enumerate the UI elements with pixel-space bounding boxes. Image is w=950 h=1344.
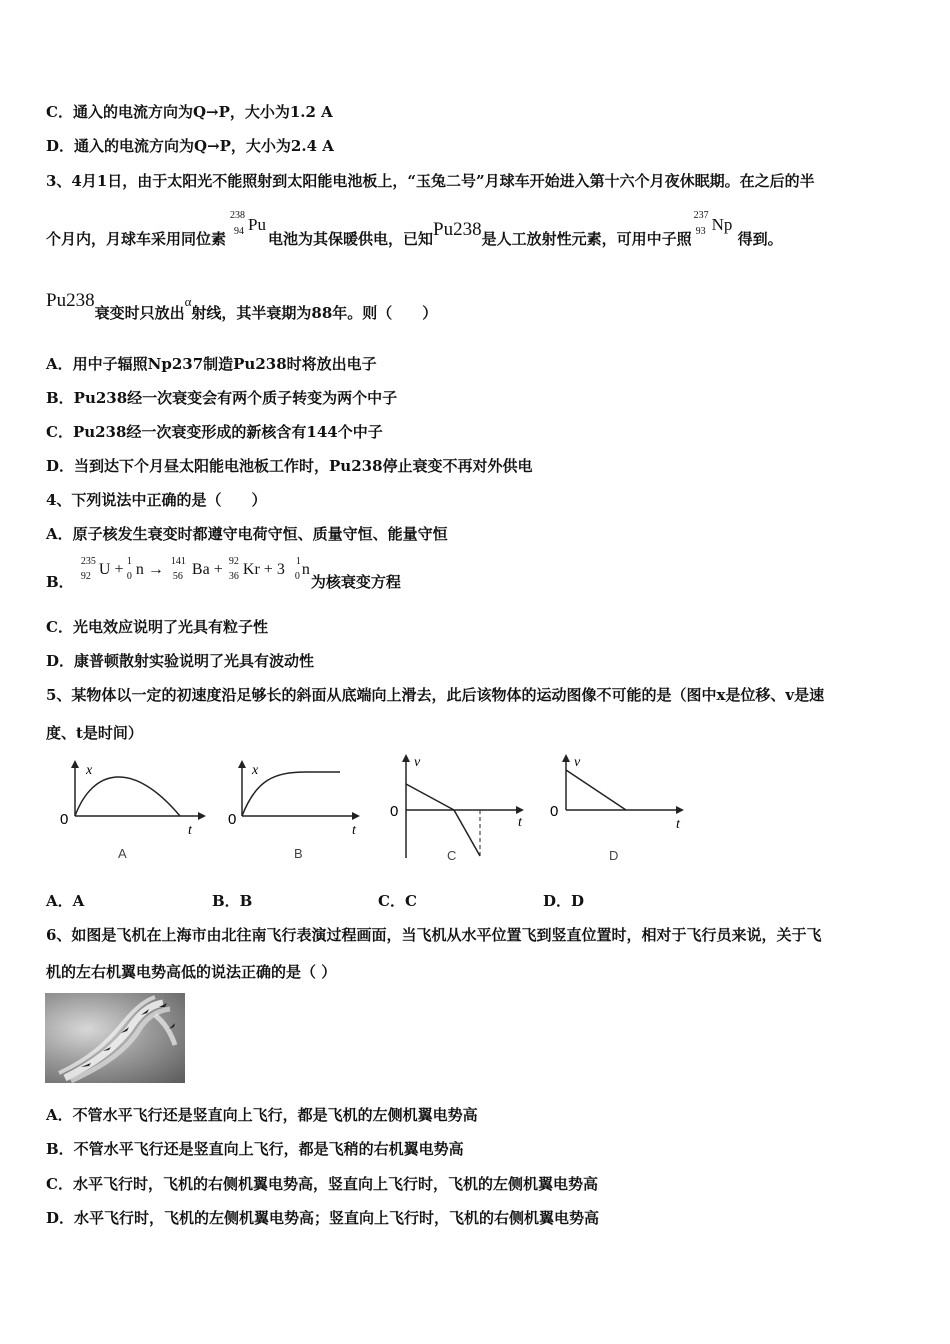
q3-text-e: 衰变时只放出 [94, 304, 185, 322]
graph-b-xlabel: t [352, 823, 356, 838]
graph-b-ylabel: x [252, 763, 259, 778]
u-mass: 235 [80, 556, 96, 567]
graph-d-caption: D [609, 848, 619, 863]
q6-stem-line2: 机的左右机翼电势高低的说法正确的是（ ） [46, 963, 337, 981]
graph-a-origin: 0 [60, 811, 69, 828]
n2-symbol: n [301, 561, 310, 578]
np-symbol: Np [711, 215, 733, 234]
graph-c-ylabel: v [414, 755, 421, 770]
graph-a-curve [75, 777, 180, 816]
graph-c-xlabel: t [518, 815, 522, 830]
alpha-symbol: α [184, 294, 192, 309]
q6-stem-line1: 6、如图是飞机在上海市由北往南飞行表演过程画面，当飞机从水平位置飞到竖直位置时，相对于飞行员来说，关于飞 [46, 926, 822, 944]
q4-option-b [46, 556, 401, 596]
pu-symbol: Pu [248, 215, 266, 234]
graph-a [58, 758, 208, 866]
pu238-inline: Pu238 [433, 219, 482, 240]
q6-option-b: B．不管水平飞行还是竖直向上飞行，都是飞稍的右机翼电势高 [46, 1140, 464, 1158]
q4-stem: 4、下列说法中正确的是（ ） [46, 491, 267, 509]
q4-option-b-text: 为核衰变方程 [310, 573, 401, 591]
airshow-smoke-trails [45, 993, 185, 1083]
graph-c-origin: 0 [390, 803, 399, 820]
n2-atomic: 0 [294, 571, 300, 582]
q5-option-c: C．C [378, 892, 417, 910]
q4-option-d: D．康普顿散射实验说明了光具有波动性 [46, 652, 315, 670]
graph-c-v-arrow [402, 754, 410, 762]
q3-text-d: 得到。 [737, 230, 783, 248]
q3-option-a: A．用中子辐照Np237制造Pu238时将放出电子 [46, 355, 377, 373]
graph-b-origin: 0 [228, 811, 237, 828]
q5-option-b: B．B [212, 892, 253, 910]
np-mass-number: 237 [693, 210, 709, 221]
graph-d-t-arrow [676, 806, 684, 814]
n-symbol: n → [135, 561, 164, 578]
ba-atomic: 56 [172, 571, 183, 582]
graph-b-caption: B [294, 846, 303, 861]
graph-a-ylabel: x [86, 763, 93, 778]
graph-a-caption: A [118, 846, 127, 861]
n2-mass: 1 [295, 556, 301, 567]
graph-c-caption: C [447, 848, 457, 863]
graph-c-line-down [454, 810, 480, 856]
np-atomic-number: 93 [695, 226, 706, 237]
q5-stem-line1: 5、某物体以一定的初速度沿足够长的斜面从底端向上滑去，此后该物体的运动图像不可能的是（图中x是位移、v是速 [46, 686, 825, 704]
q3-option-c: C．Pu238经一次衰变形成的新核含有144个中子 [46, 423, 383, 441]
graph-b-curve [242, 772, 340, 816]
u-symbol: U + [98, 561, 124, 578]
q3-text-f: 射线，其半衰期为88年。则（ ） [191, 304, 438, 322]
graph-d-line [566, 770, 626, 810]
n-atomic: 0 [126, 571, 132, 582]
q2-option-d: D．通入的电流方向为Q→P，大小为2.4 A [46, 137, 334, 155]
airshow-photo [45, 993, 185, 1083]
pu238-start: Pu238 [46, 290, 95, 311]
q3-stem-line2 [46, 210, 783, 256]
ba-mass: 141 [170, 556, 186, 567]
q6-option-d: D．水平飞行时，飞机的左侧机翼电势高；竖直向上飞行时，飞机的右侧机翼电势高 [46, 1209, 600, 1227]
q5-option-a: A．A [46, 892, 85, 910]
q3-text-b: 电池为其保暖供电，已知 [268, 230, 434, 248]
q6-option-a: A．不管水平飞行还是竖直向上飞行，都是飞机的左侧机翼电势高 [46, 1106, 478, 1124]
q5-option-d: D．D [543, 892, 585, 910]
ba-symbol: Ba + [191, 561, 223, 578]
q3-option-b: B．Pu238经一次衰变会有两个质子转变为两个中子 [46, 389, 398, 407]
q3-stem-line1: 3、4月1日，由于太阳光不能照射到太阳能电池板上，“玉兔二号”月球车开始进入第十六个月夜休眠期。在之后的半 [46, 172, 815, 190]
q3-text-c: 是人工放射性元素，可用中子照 [481, 230, 692, 248]
np-nuclide [692, 210, 738, 256]
pu-atomic-number: 94 [234, 226, 245, 237]
q2-option-c: C．通入的电流方向为Q→P，大小为1.2 A [46, 103, 333, 121]
kr-mass: 92 [228, 556, 239, 567]
graph-b-t-arrow [352, 812, 360, 820]
q3-stem-line3 [46, 290, 438, 328]
equation [79, 556, 311, 596]
graph-a-y-arrow [71, 760, 79, 768]
pu-nuclide [226, 210, 268, 256]
graph-a-xlabel: t [188, 823, 192, 838]
graph-b [226, 758, 376, 866]
q3-option-d: D．当到达下个月昼太阳能电池板工作时，Pu238停止衰变不再对外供电 [46, 457, 533, 475]
graph-c [384, 752, 534, 866]
q4-option-b-label: B． [46, 573, 74, 591]
kr-atomic: 36 [228, 571, 239, 582]
graph-d-origin: 0 [550, 803, 559, 820]
kr-symbol: Kr + 3 [242, 561, 285, 578]
n-mass: 1 [126, 556, 132, 567]
q6-option-c: C．水平飞行时，飞机的右侧机翼电势高，竖直向上飞行时，飞机的左侧机翼电势高 [46, 1175, 598, 1193]
q3-text-a: 个月内，月球车采用同位素 [46, 230, 227, 248]
q4-option-c: C．光电效应说明了光具有粒子性 [46, 618, 268, 636]
graph-d-xlabel: t [676, 817, 680, 832]
graph-a-t-arrow [198, 812, 206, 820]
q5-stem-line2: 度、t是时间） [46, 724, 143, 742]
graph-d-ylabel: v [574, 755, 581, 770]
graph-c-t-arrow [516, 806, 524, 814]
q4-option-a: A．原子核发生衰变时都遵守电荷守恒、质量守恒、能量守恒 [46, 525, 448, 543]
graph-b-y-arrow [238, 760, 246, 768]
graph-d [546, 752, 696, 866]
pu-mass-number: 238 [230, 210, 246, 221]
u-atomic: 92 [80, 571, 91, 582]
graph-d-v-arrow [562, 754, 570, 762]
graph-c-line-up [406, 784, 454, 810]
